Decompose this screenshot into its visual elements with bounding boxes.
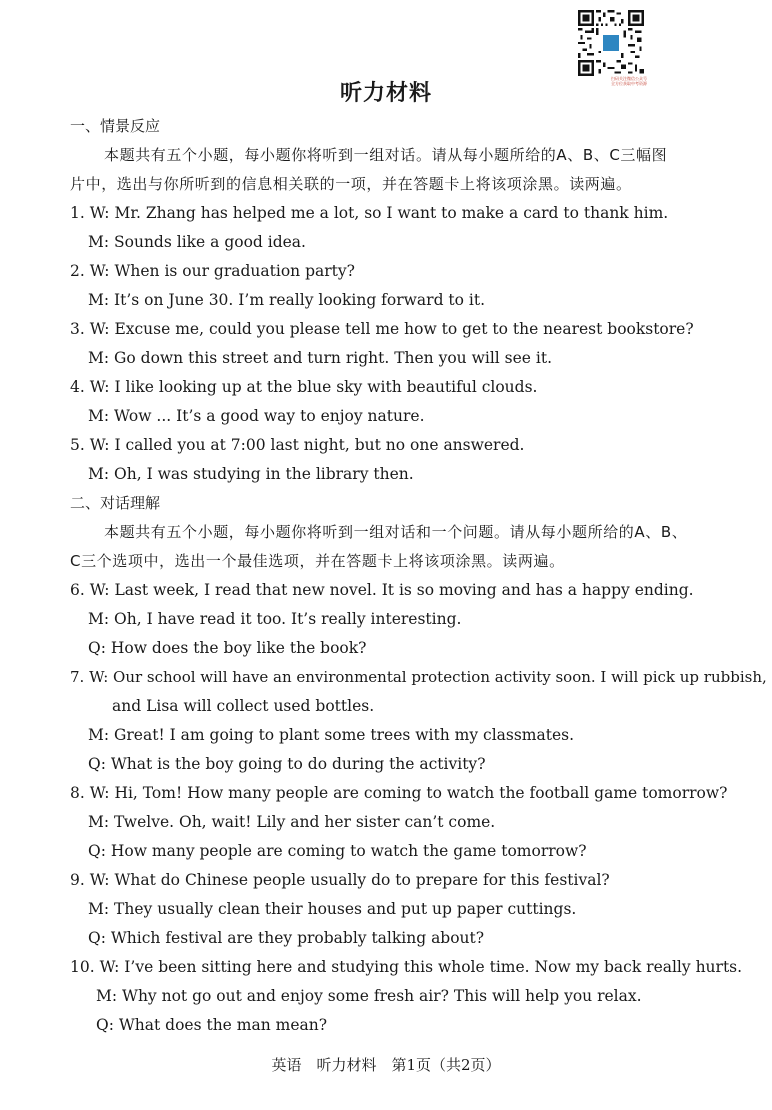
qr-caption-line: 全方位获取中考资源 (611, 81, 647, 86)
dialogue-line: M: Go down this street and turn right. Then you will see it. (88, 349, 553, 367)
dialogue-line: and Lisa will collect used bottles. (112, 697, 375, 715)
question-line: Q: Which festival are they probably talking about? (88, 929, 485, 947)
section-instruction: 片中，选出与你所听到的信息相关联的一项，并在答题卡上将该项涂黑。读两遍。 (70, 175, 632, 193)
question-line: Q: How does the boy like the book? (88, 639, 367, 657)
dialogue-line: 2. W: When is our graduation party? (70, 262, 355, 280)
section-instruction: C三个选项中，选出一个最佳选项，并在答题卡上将该项涂黑。读两遍。 (70, 552, 565, 570)
dialogue-line: 7. W: Our school will have an environmental protection activity soon. I will pick up rubbish, (70, 668, 767, 686)
qr-code (578, 10, 644, 76)
section-heading: 一、情景反应 (70, 117, 161, 135)
dialogue-line: 3. W: Excuse me, could you please tell me how to get to the nearest bookstore? (70, 320, 694, 338)
page-title: 听力材料 (339, 81, 432, 106)
dialogue-line: M: Twelve. Oh, wait! Lily and her sister can’t come. (88, 813, 496, 831)
dialogue-line: 1. W: Mr. Zhang has helped me a lot, so I want to make a card to thank him. (70, 204, 669, 222)
dialogue-line: 10. W: I’ve been sitting here and studying this whole time. Now my back really hurts. (70, 958, 743, 976)
dialogue-line: M: Great! I am going to plant some trees with my classmates. (88, 726, 575, 744)
dialogue-line: M: Why not go out and enjoy some fresh air? This will help you relax. (96, 987, 642, 1005)
section-instruction: 本题共有五个小题，每小题你将听到一组对话。请从每小题所给的A、B、C三幅图 (104, 146, 668, 164)
dialogue-line: 6. W: Last week, I read that new novel. It is so moving and has a happy ending. (70, 581, 694, 599)
dialogue-line: 8. W: Hi, Tom! How many people are coming to watch the football game tomorrow? (70, 784, 728, 802)
dialogue-line: M: Oh, I have read it too. It’s really interesting. (88, 610, 462, 628)
dialogue-line: M: Wow ... It’s a good way to enjoy nature. (88, 407, 425, 425)
question-line: Q: How many people are coming to watch the game tomorrow? (88, 842, 587, 860)
dialogue-line: M: It’s on June 30. I’m really looking forward to it. (88, 291, 486, 309)
qr-caption-line: 扫码关注微信公众号 (611, 76, 647, 81)
question-line: Q: What does the man mean? (96, 1016, 328, 1034)
dialogue-line: M: Oh, I was studying in the library then. (88, 465, 414, 483)
section-instruction: 本题共有五个小题，每小题你将听到一组对话和一个问题。请从每小题所给的A、B、 (104, 523, 688, 541)
question-line: Q: What is the boy going to do during the activity? (88, 755, 486, 773)
page-footer: 英语 听力材料 第1页（共2页） (271, 1056, 501, 1074)
dialogue-line: 5. W: I called you at 7:00 last night, but no one answered. (70, 436, 525, 454)
section-heading: 二、对话理解 (70, 494, 161, 512)
dialogue-line: 4. W: I like looking up at the blue sky with beautiful clouds. (70, 378, 538, 396)
dialogue-line: M: They usually clean their houses and put up paper cuttings. (88, 900, 577, 918)
dialogue-line: 9. W: What do Chinese people usually do to prepare for this festival? (70, 871, 610, 889)
dialogue-line: M: Sounds like a good idea. (88, 233, 306, 251)
